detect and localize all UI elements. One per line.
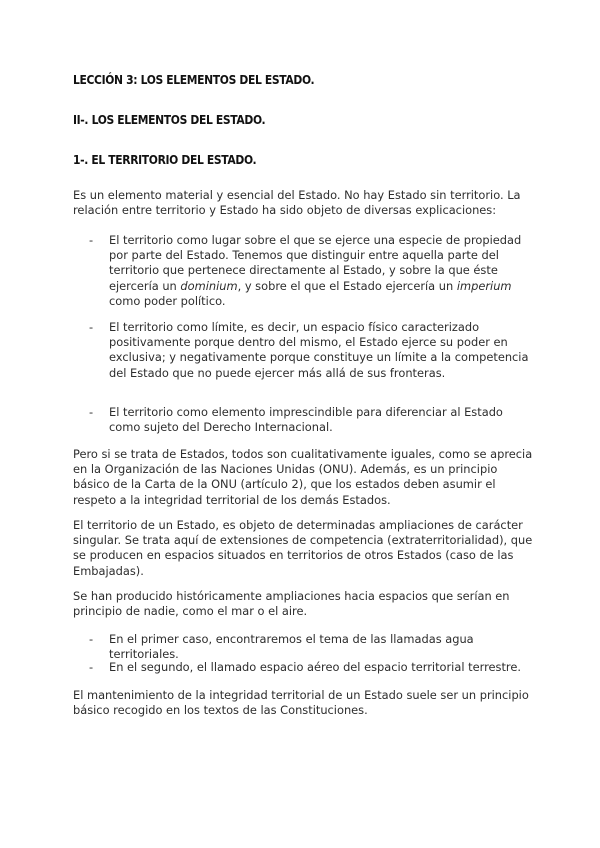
list-item-text: El territorio como elemento imprescindible para diferenciar al Estado como sujeto del Derecho Internacional.	[109, 405, 503, 435]
text-fragment: como poder político.	[109, 293, 226, 308]
section-title: II-. LOS ELEMENTOS DEL ESTADO.	[73, 112, 266, 127]
term-dominium: dominium	[180, 278, 238, 293]
list-item-lugar	[89, 233, 529, 309]
list-item-aereo	[89, 660, 529, 675]
list-item-text: En el primer caso, encontraremos el tema de las llamadas agua territoriales.	[109, 632, 474, 662]
bullet-dash: -	[89, 233, 94, 247]
list-item-text	[109, 233, 529, 309]
paragraph-mantenimiento: El mantenimiento de la integridad territorial de un Estado suele ser un principio básico recogido en los textos de las Constituciones.	[73, 688, 529, 718]
list-item-limite	[89, 320, 529, 381]
list-item-agua	[89, 632, 529, 662]
bullet-dash: -	[89, 405, 94, 419]
subsection-title: 1-. EL TERRITORIO DEL ESTADO.	[73, 152, 257, 167]
text-fragment: , y sobre el que el Estado ejercería un	[237, 278, 457, 293]
list-item-text: En el segundo, el llamado espacio aéreo del espacio territorial terrestre.	[109, 660, 521, 674]
bullet-dash: -	[89, 660, 94, 674]
text-fragment: El territorio como lugar sobre el que se ejerce una especie de propiedad por parte del Estado. Tenemos que distinguir entre aquella parte del territorio que pertenece directamente al Estado, y sobre la que éste ejercería un	[109, 233, 522, 293]
bullet-dash: -	[89, 320, 94, 334]
term-imperium: imperium	[456, 278, 512, 293]
paragraph-historicas: Se han producido históricamente ampliaciones hacia espacios que serían en principio de nadie, como el mar o el aire.	[73, 589, 510, 619]
lesson-title: LECCIÓN 3: LOS ELEMENTOS DEL ESTADO.	[73, 72, 315, 87]
list-item-imprescindible	[89, 405, 529, 435]
paragraph-onu: Pero si se trata de Estados, todos son cualitativamente iguales, como se aprecia en la Organización de las Naciones Unidas (ONU). Además, es un principio básico de la Carta de la ONU (artículo 2), que los estados deben asumir el respeto a la integridad territorial de los demás Estados.	[73, 447, 533, 507]
paragraph-ampliaciones: El territorio de un Estado, es objeto de determinadas ampliaciones de carácter singular. Se trata aquí de extensiones de competencia (extraterritorialidad), que se producen en espacios situados en territorios de otros Estados (caso de las Embajadas).	[73, 518, 533, 578]
list-item-text: El territorio como límite, es decir, un espacio físico caracterizado positivamente porque dentro del mismo, el Estado ejerce su poder en exclusiva; y negativamente porque constituye un límite a la competencia del Estado que no puede ejercer más allá de sus fronteras.	[109, 320, 529, 380]
paragraph-intro: Es un elemento material y esencial del Estado. No hay Estado sin territorio. La relación entre territorio y Estado ha sido objeto de diversas explicaciones:	[73, 188, 521, 218]
bullet-dash: -	[89, 632, 94, 646]
